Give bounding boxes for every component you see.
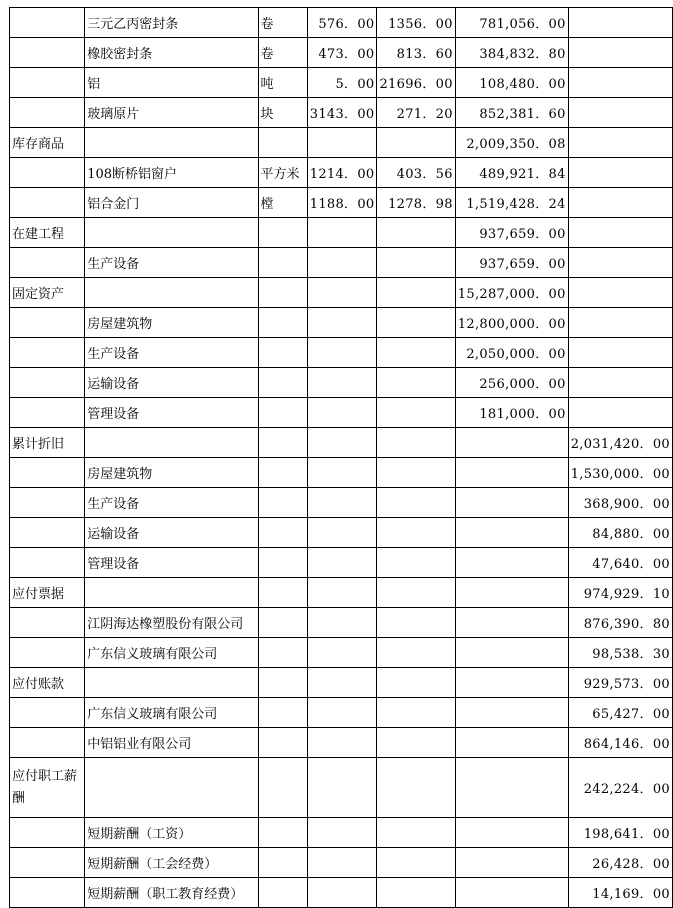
account-cell: [10, 398, 85, 428]
item-cell: [85, 428, 258, 458]
quantity-cell: [307, 668, 377, 698]
item-cell: [85, 278, 258, 308]
credit-amount-cell: 65,427．00: [568, 698, 672, 728]
unit-cell: [258, 308, 307, 338]
credit-amount-cell: 1,530,000．00: [568, 458, 672, 488]
item-cell: [85, 128, 258, 158]
ledger-row: [10, 308, 673, 338]
credit-amount-cell: [568, 218, 672, 248]
account-cell: [10, 878, 85, 908]
item-cell: [85, 578, 258, 608]
unit-price-cell: 813．60: [377, 38, 455, 68]
item-cell: 运输设备: [85, 518, 258, 548]
credit-amount-cell: [568, 128, 672, 158]
quantity-cell: [307, 398, 377, 428]
account-cell: [10, 248, 85, 278]
unit-price-cell: [377, 338, 455, 368]
unit-price-cell: [377, 218, 455, 248]
item-cell: 广东信义玻璃有限公司: [85, 638, 258, 668]
unit-cell: [258, 398, 307, 428]
credit-amount-cell: 47,640．00: [568, 548, 672, 578]
debit-amount-cell: 937,659．00: [455, 248, 568, 278]
unit-cell: [258, 698, 307, 728]
quantity-cell: 5．00: [307, 68, 377, 98]
debit-amount-cell: [455, 848, 568, 878]
ledger-row: [10, 548, 673, 578]
quantity-cell: [307, 758, 377, 818]
unit-price-cell: [377, 698, 455, 728]
ledger-row: [10, 758, 673, 818]
debit-amount-cell: 489,921．84: [455, 158, 568, 188]
quantity-cell: [307, 428, 377, 458]
debit-amount-cell: [455, 428, 568, 458]
ledger-row: [10, 638, 673, 668]
credit-amount-cell: [568, 68, 672, 98]
quantity-cell: [307, 608, 377, 638]
unit-cell: 樘: [258, 188, 307, 218]
ledger-row: [10, 188, 673, 218]
unit-price-cell: 1356．00: [377, 8, 455, 38]
ledger-row: [10, 8, 673, 38]
unit-price-cell: 271．20: [377, 98, 455, 128]
debit-amount-cell: [455, 488, 568, 518]
item-cell: 中铝铝业有限公司: [85, 728, 258, 758]
account-cell: [10, 458, 85, 488]
credit-amount-cell: [568, 308, 672, 338]
unit-price-cell: [377, 458, 455, 488]
quantity-cell: [307, 308, 377, 338]
unit-cell: [258, 218, 307, 248]
account-cell: 应付账款: [10, 668, 85, 698]
ledger-row: [10, 38, 673, 68]
account-cell: [10, 188, 85, 218]
unit-price-cell: [377, 668, 455, 698]
item-cell: 短期薪酬（职工教育经费）: [85, 878, 258, 908]
account-cell: [10, 158, 85, 188]
unit-cell: [258, 488, 307, 518]
credit-amount-cell: [568, 248, 672, 278]
unit-cell: [258, 578, 307, 608]
account-cell: 库存商品: [10, 128, 85, 158]
debit-amount-cell: 256,000．00: [455, 368, 568, 398]
ledger-row: [10, 248, 673, 278]
unit-cell: [258, 248, 307, 278]
debit-amount-cell: 384,832．80: [455, 38, 568, 68]
debit-amount-cell: 2,009,350．08: [455, 128, 568, 158]
unit-cell: [258, 458, 307, 488]
item-cell: [85, 668, 258, 698]
quantity-cell: [307, 518, 377, 548]
item-cell: 铝合金门: [85, 188, 258, 218]
quantity-cell: [307, 638, 377, 668]
unit-cell: [258, 848, 307, 878]
debit-amount-cell: [455, 608, 568, 638]
item-cell: 三元乙丙密封条: [85, 8, 258, 38]
unit-price-cell: 1278．98: [377, 188, 455, 218]
item-cell: 生产设备: [85, 248, 258, 278]
quantity-cell: 3143．00: [307, 98, 377, 128]
credit-amount-cell: [568, 338, 672, 368]
account-cell: [10, 818, 85, 848]
credit-amount-cell: 98,538．30: [568, 638, 672, 668]
item-cell: 橡胶密封条: [85, 38, 258, 68]
item-cell: [85, 758, 258, 818]
item-cell: 生产设备: [85, 488, 258, 518]
credit-amount-cell: [568, 38, 672, 68]
unit-cell: 卷: [258, 8, 307, 38]
unit-cell: 平方米: [258, 158, 307, 188]
credit-amount-cell: 876,390．80: [568, 608, 672, 638]
unit-cell: [258, 608, 307, 638]
quantity-cell: [307, 458, 377, 488]
quantity-cell: [307, 578, 377, 608]
credit-amount-cell: 974,929．10: [568, 578, 672, 608]
account-cell: 固定资产: [10, 278, 85, 308]
ledger-row: [10, 728, 673, 758]
debit-amount-cell: 2,050,000．00: [455, 338, 568, 368]
debit-amount-cell: [455, 878, 568, 908]
ledger-row: [10, 338, 673, 368]
unit-price-cell: [377, 368, 455, 398]
unit-price-cell: [377, 608, 455, 638]
debit-amount-cell: [455, 518, 568, 548]
debit-amount-cell: 1,519,428．24: [455, 188, 568, 218]
ledger-table: [9, 7, 673, 908]
debit-amount-cell: 852,381．60: [455, 98, 568, 128]
unit-cell: [258, 428, 307, 458]
unit-cell: [258, 818, 307, 848]
credit-amount-cell: [568, 8, 672, 38]
unit-cell: [258, 278, 307, 308]
unit-price-cell: [377, 638, 455, 668]
unit-price-cell: 403．56: [377, 158, 455, 188]
unit-price-cell: [377, 758, 455, 818]
debit-amount-cell: [455, 728, 568, 758]
account-cell: 累计折旧: [10, 428, 85, 458]
credit-amount-cell: [568, 278, 672, 308]
debit-amount-cell: [455, 758, 568, 818]
account-cell: [10, 698, 85, 728]
credit-amount-cell: 242,224．00: [568, 758, 672, 818]
unit-cell: [258, 878, 307, 908]
quantity-cell: [307, 368, 377, 398]
quantity-cell: [307, 338, 377, 368]
ledger-row: [10, 878, 673, 908]
ledger-row: [10, 698, 673, 728]
credit-amount-cell: [568, 98, 672, 128]
quantity-cell: [307, 218, 377, 248]
ledger-row: [10, 818, 673, 848]
debit-amount-cell: [455, 818, 568, 848]
credit-amount-cell: 2,031,420．00: [568, 428, 672, 458]
ledger-row: [10, 278, 673, 308]
unit-cell: 块: [258, 98, 307, 128]
unit-price-cell: [377, 278, 455, 308]
unit-cell: [258, 518, 307, 548]
debit-amount-cell: 181,000．00: [455, 398, 568, 428]
ledger-row: [10, 488, 673, 518]
unit-price-cell: [377, 248, 455, 278]
unit-price-cell: [377, 848, 455, 878]
account-cell: [10, 728, 85, 758]
unit-price-cell: [377, 818, 455, 848]
item-cell: [85, 218, 258, 248]
unit-price-cell: [377, 128, 455, 158]
quantity-cell: [307, 878, 377, 908]
ledger-row: [10, 578, 673, 608]
quantity-cell: [307, 488, 377, 518]
credit-amount-cell: 929,573．00: [568, 668, 672, 698]
unit-cell: [258, 368, 307, 398]
item-cell: 108断桥铝窗户: [85, 158, 258, 188]
unit-price-cell: [377, 548, 455, 578]
credit-amount-cell: 84,880．00: [568, 518, 672, 548]
debit-amount-cell: 781,056．00: [455, 8, 568, 38]
account-cell: [10, 98, 85, 128]
unit-cell: [258, 668, 307, 698]
debit-amount-cell: [455, 548, 568, 578]
account-cell: [10, 488, 85, 518]
unit-price-cell: 21696．00: [377, 68, 455, 98]
unit-cell: [258, 728, 307, 758]
account-cell: [10, 308, 85, 338]
quantity-cell: [307, 698, 377, 728]
quantity-cell: [307, 728, 377, 758]
credit-amount-cell: 864,146．00: [568, 728, 672, 758]
debit-amount-cell: 108,480．00: [455, 68, 568, 98]
credit-amount-cell: [568, 398, 672, 428]
ledger-row: [10, 218, 673, 248]
quantity-cell: 1188．00: [307, 188, 377, 218]
unit-cell: [258, 638, 307, 668]
ledger-body: [10, 8, 673, 908]
unit-cell: 吨: [258, 68, 307, 98]
account-cell: [10, 68, 85, 98]
item-cell: 管理设备: [85, 398, 258, 428]
quantity-cell: 576．00: [307, 8, 377, 38]
account-cell: 在建工程: [10, 218, 85, 248]
debit-amount-cell: [455, 458, 568, 488]
ledger-row: [10, 398, 673, 428]
account-cell: [10, 548, 85, 578]
ledger-row: [10, 608, 673, 638]
account-cell: [10, 848, 85, 878]
item-cell: 江阴海达橡塑股份有限公司: [85, 608, 258, 638]
item-cell: 运输设备: [85, 368, 258, 398]
quantity-cell: [307, 128, 377, 158]
debit-amount-cell: 15,287,000．00: [455, 278, 568, 308]
account-cell: [10, 368, 85, 398]
ledger-row: [10, 668, 673, 698]
ledger-row: [10, 848, 673, 878]
ledger-row: [10, 128, 673, 158]
ledger-row: [10, 428, 673, 458]
ledger-row: [10, 368, 673, 398]
item-cell: 玻璃原片: [85, 98, 258, 128]
debit-amount-cell: 937,659．00: [455, 218, 568, 248]
debit-amount-cell: [455, 668, 568, 698]
unit-price-cell: [377, 398, 455, 428]
debit-amount-cell: 12,800,000．00: [455, 308, 568, 338]
item-cell: 广东信义玻璃有限公司: [85, 698, 258, 728]
ledger-row: [10, 458, 673, 488]
item-cell: 生产设备: [85, 338, 258, 368]
account-cell: [10, 338, 85, 368]
credit-amount-cell: [568, 158, 672, 188]
account-cell: [10, 38, 85, 68]
account-cell: [10, 8, 85, 38]
account-cell: [10, 638, 85, 668]
unit-cell: [258, 548, 307, 578]
account-cell: 应付职工薪酬: [10, 758, 85, 818]
unit-cell: [258, 338, 307, 368]
item-cell: 短期薪酬（工资）: [85, 818, 258, 848]
unit-price-cell: [377, 578, 455, 608]
quantity-cell: 1214．00: [307, 158, 377, 188]
unit-price-cell: [377, 878, 455, 908]
ledger-row: [10, 518, 673, 548]
account-cell: [10, 608, 85, 638]
unit-price-cell: [377, 428, 455, 458]
item-cell: 铝: [85, 68, 258, 98]
debit-amount-cell: [455, 578, 568, 608]
quantity-cell: [307, 548, 377, 578]
unit-cell: 卷: [258, 38, 307, 68]
credit-amount-cell: 26,428．00: [568, 848, 672, 878]
item-cell: 短期薪酬（工会经费）: [85, 848, 258, 878]
unit-price-cell: [377, 728, 455, 758]
ledger-row: [10, 98, 673, 128]
credit-amount-cell: 198,641．00: [568, 818, 672, 848]
unit-price-cell: [377, 308, 455, 338]
quantity-cell: 473．00: [307, 38, 377, 68]
credit-amount-cell: [568, 188, 672, 218]
credit-amount-cell: 368,900．00: [568, 488, 672, 518]
quantity-cell: [307, 248, 377, 278]
ledger-row: [10, 158, 673, 188]
ledger-row: [10, 68, 673, 98]
unit-price-cell: [377, 518, 455, 548]
unit-cell: [258, 758, 307, 818]
account-cell: [10, 518, 85, 548]
quantity-cell: [307, 818, 377, 848]
debit-amount-cell: [455, 638, 568, 668]
item-cell: 房屋建筑物: [85, 458, 258, 488]
unit-cell: [258, 128, 307, 158]
item-cell: 管理设备: [85, 548, 258, 578]
item-cell: 房屋建筑物: [85, 308, 258, 338]
account-cell: 应付票据: [10, 578, 85, 608]
quantity-cell: [307, 848, 377, 878]
debit-amount-cell: [455, 698, 568, 728]
unit-price-cell: [377, 488, 455, 518]
credit-amount-cell: 14,169．00: [568, 878, 672, 908]
credit-amount-cell: [568, 368, 672, 398]
quantity-cell: [307, 278, 377, 308]
